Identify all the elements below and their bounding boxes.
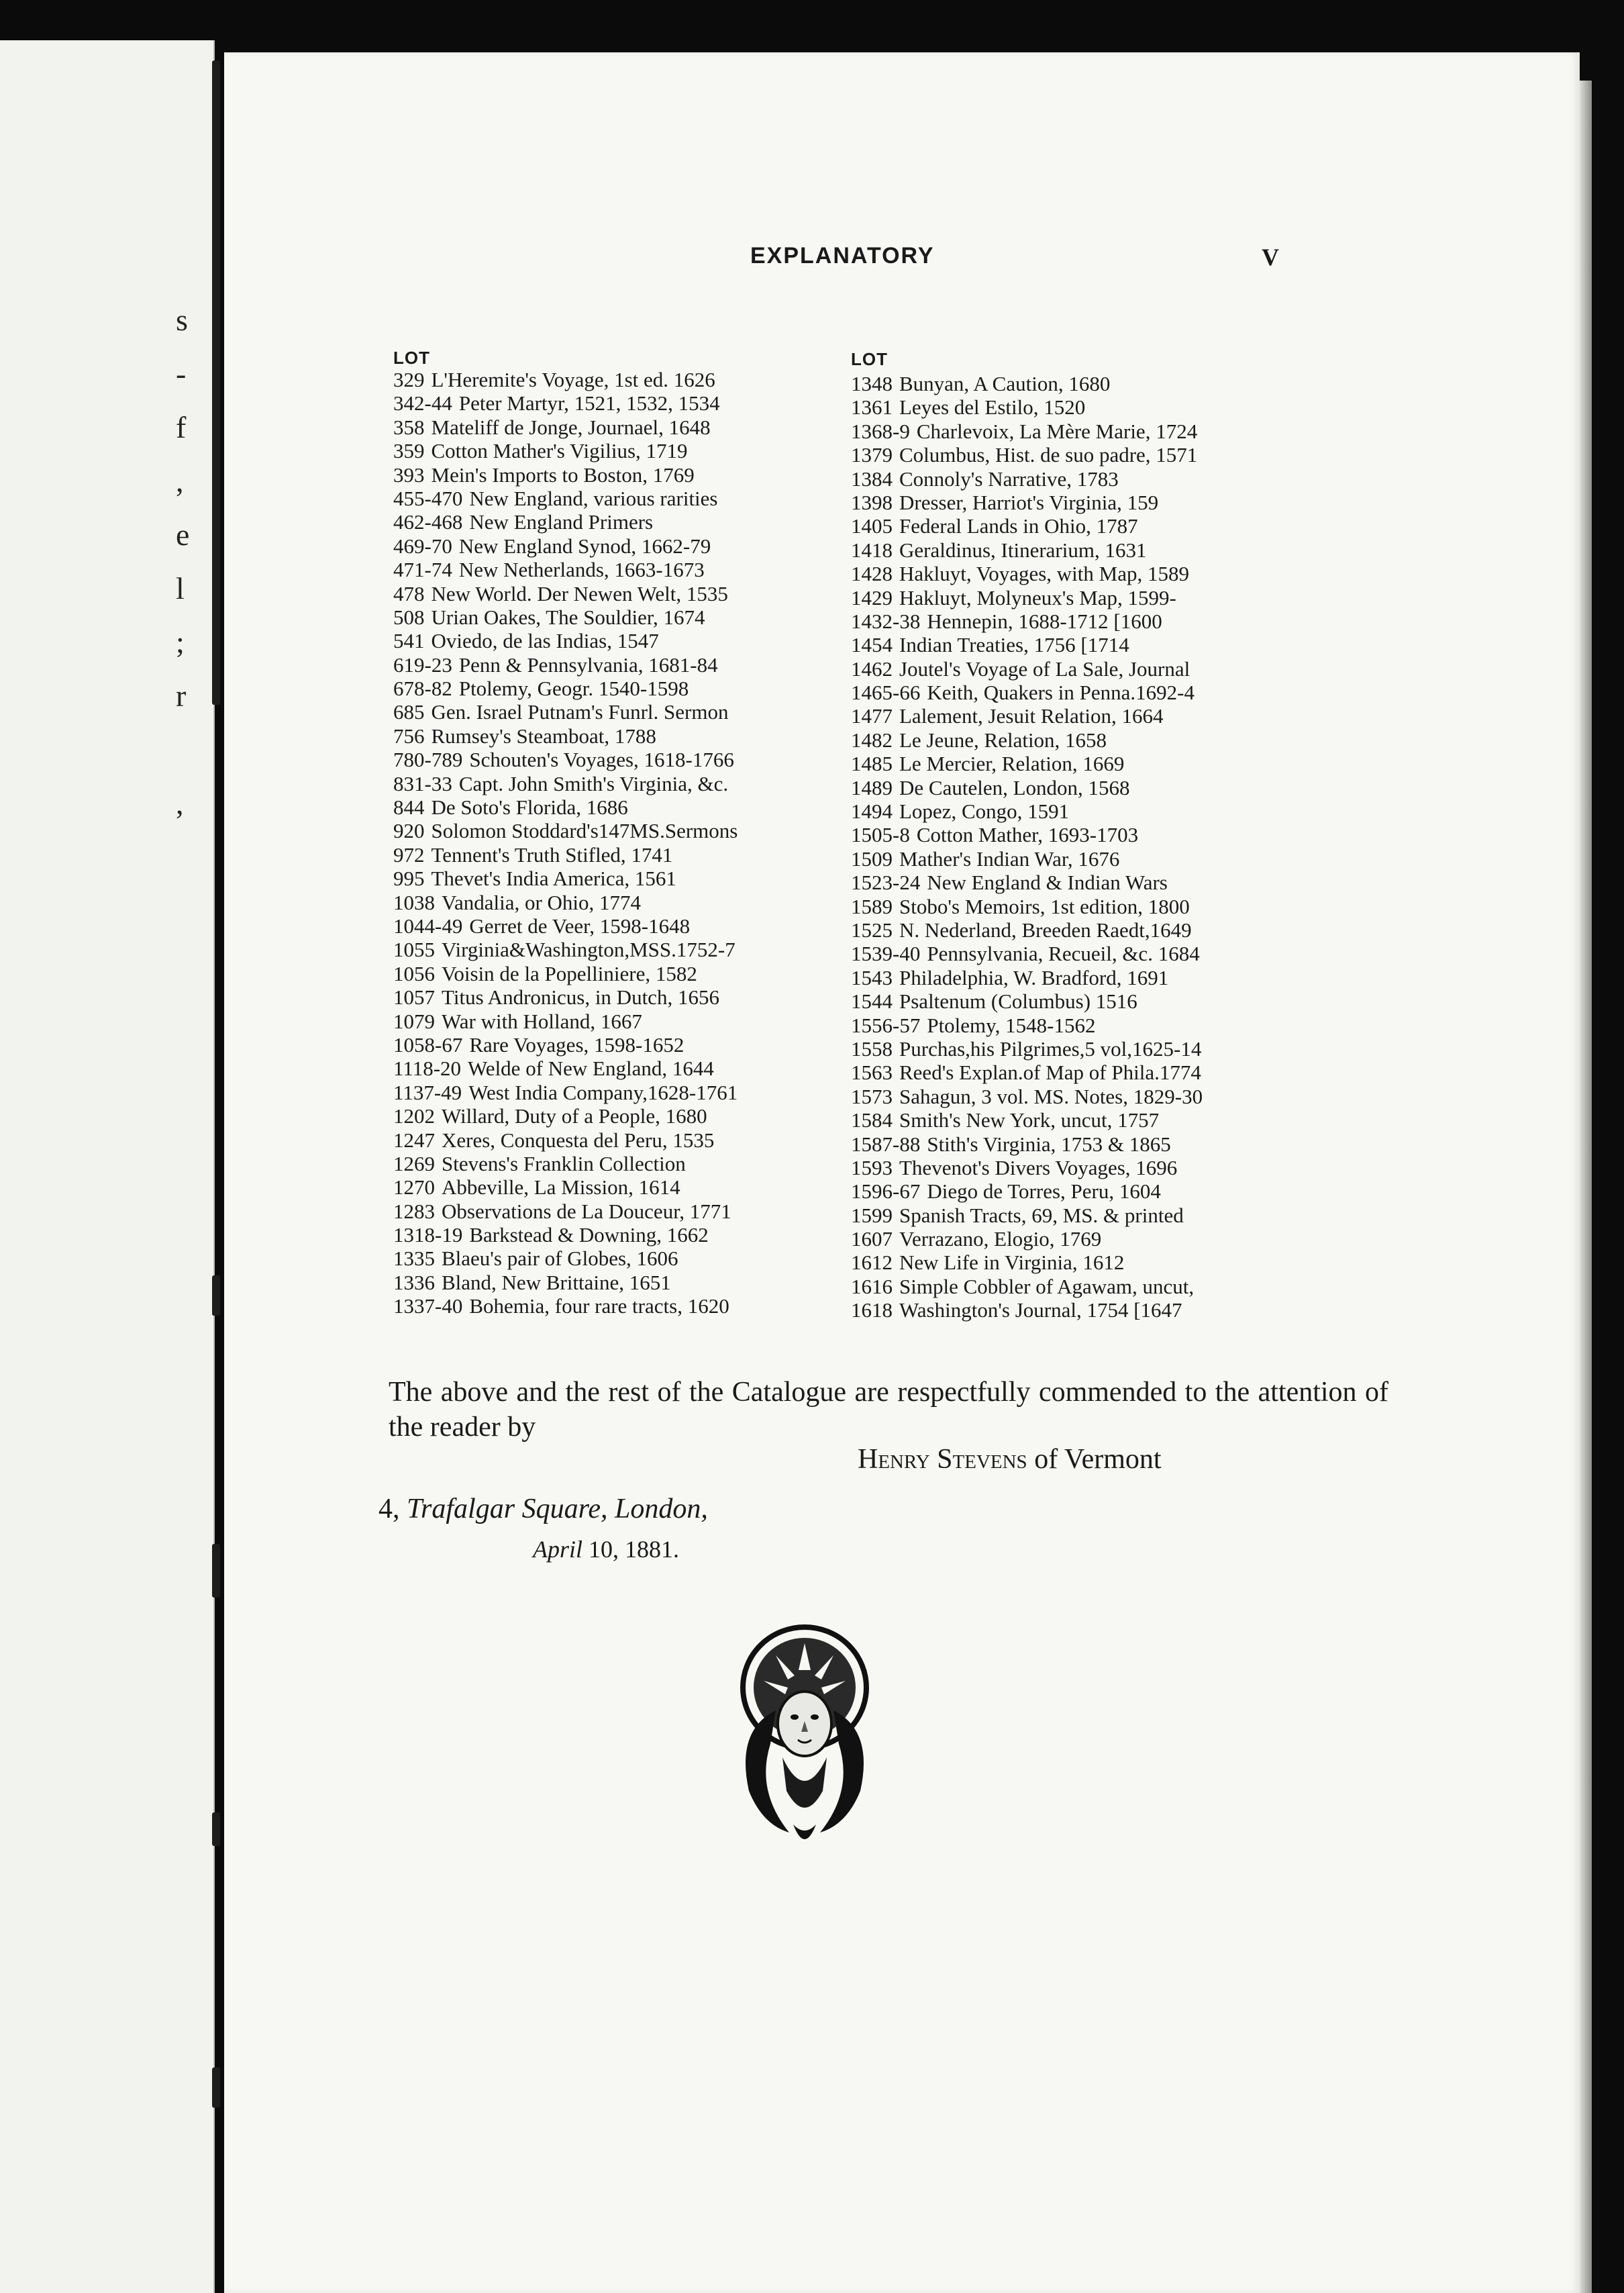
- lot-title: Penn & Pennsylvania, 1681-84: [458, 652, 718, 677]
- lot-entry: [393, 1271, 903, 1294]
- lot-title: Ptolemy, Geogr. 1540-1598: [458, 677, 689, 701]
- lot-number: 1428: [851, 562, 893, 586]
- lot-number: 1563: [851, 1061, 893, 1085]
- lot-number: 1044-49: [393, 914, 463, 938]
- lot-title: Gerret de Veer, 1598-1648: [469, 914, 691, 938]
- lot-entry: [851, 776, 1374, 799]
- lot-entry: [851, 895, 1374, 918]
- lot-title: Dresser, Harriot's Virginia, 159: [899, 490, 1159, 514]
- lot-number: 1543: [851, 965, 893, 989]
- signature: [858, 1443, 1162, 1475]
- lot-entry: [851, 514, 1374, 538]
- lot-number: 619-23: [393, 652, 452, 677]
- lot-number: 1368-9: [851, 419, 910, 443]
- closing-paragraph: The above and the rest of the Catalogue are respectfully commended to the attention of the reader by: [389, 1377, 1388, 1443]
- lot-title: Purchas,his Pilgrimes,5 vol,1625-14: [899, 1036, 1202, 1061]
- lot-title: New World. Der Newen Welt, 1535: [431, 581, 728, 605]
- lot-number: 1539-40: [851, 942, 921, 966]
- lot-entry: [393, 724, 903, 748]
- lot-title: Bunyan, A Caution, 1680: [899, 372, 1111, 395]
- lot-entry: [851, 1061, 1374, 1084]
- lot-number: 455-470: [393, 486, 463, 510]
- lot-number: 1118-20: [393, 1057, 462, 1081]
- lot-entry: [851, 467, 1374, 491]
- lot-entry: [851, 491, 1374, 514]
- lot-title: L'Heremite's Voyage, 1st ed. 1626: [431, 368, 715, 391]
- lot-title: Charlevoix, La Mère Marie, 1724: [916, 419, 1198, 443]
- lot-title: Rare Voyages, 1598-1652: [469, 1032, 684, 1057]
- lot-number: 471-74: [393, 558, 452, 582]
- lot-number: 1398: [851, 490, 893, 514]
- running-header: [224, 243, 1580, 277]
- lot-column-heading: LOT: [393, 348, 430, 368]
- binding-edge-mark: [212, 1812, 220, 1846]
- lot-title: Federal Lands in Ohio, 1787: [899, 514, 1138, 538]
- lot-number: 1056: [393, 961, 435, 985]
- lot-title: Geraldinus, Itinerarium, 1631: [899, 538, 1147, 562]
- lot-title: War with Holland, 1667: [442, 1009, 642, 1033]
- lot-entry: [393, 510, 903, 534]
- lot-title: Cotton Mather, 1693-1703: [916, 823, 1139, 847]
- lot-entry: [393, 1175, 903, 1199]
- lot-entry: [393, 938, 903, 961]
- lot-entry: [851, 681, 1374, 704]
- lot-entry: [393, 416, 903, 439]
- facing-page-letter: ;: [176, 625, 185, 659]
- lot-title: Simple Cobbler of Agawam, uncut,: [899, 1274, 1195, 1298]
- lot-entry: [851, 823, 1374, 846]
- lot-number: 685: [393, 700, 425, 724]
- lot-title: Barkstead & Downing, 1662: [469, 1223, 709, 1247]
- lot-entry: [851, 1298, 1374, 1322]
- lot-entry: [393, 439, 903, 462]
- lot-entry: [393, 1010, 903, 1033]
- lot-number: 358: [393, 415, 425, 439]
- lot-number: 1283: [393, 1199, 435, 1223]
- lot-title: Urian Oakes, The Souldier, 1674: [431, 605, 705, 629]
- lot-entry: [393, 1081, 903, 1104]
- lot-number: 508: [393, 605, 425, 629]
- lot-entry: [393, 962, 903, 985]
- lot-number: 1612: [851, 1251, 893, 1275]
- lot-title: Mateliff de Jonge, Journael, 1648: [431, 415, 711, 439]
- lot-title: Ptolemy, 1548-1562: [927, 1013, 1096, 1037]
- lot-number: 462-468: [393, 510, 463, 534]
- binding-edge: [212, 60, 220, 705]
- lot-title: N. Nederland, Breeden Raedt,1649: [899, 918, 1192, 942]
- lot-entry: [851, 420, 1374, 443]
- lot-number: 1462: [851, 656, 893, 681]
- page-number: V: [1262, 244, 1279, 271]
- lot-title: Thevenot's Divers Voyages, 1696: [899, 1155, 1178, 1179]
- lot-title: De Soto's Florida, 1686: [431, 795, 628, 820]
- lot-title: Mein's Imports to Boston, 1769: [431, 462, 695, 487]
- lot-number: 1137-49: [393, 1080, 462, 1104]
- lot-entry: [851, 633, 1374, 656]
- lot-entry: [851, 1132, 1374, 1156]
- lot-number: 1432-38: [851, 609, 921, 633]
- lot-number: 995: [393, 867, 425, 891]
- lot-entry: [393, 1057, 903, 1080]
- lot-title: Hennepin, 1688-1712 [1600: [927, 609, 1162, 633]
- lot-title: New England Primers: [469, 510, 654, 534]
- lot-title: Cotton Mather's Vigilius, 1719: [431, 439, 688, 463]
- address-block: [378, 1489, 708, 1569]
- page-title: EXPLANATORY: [750, 243, 935, 269]
- lot-number: 831-33: [393, 771, 452, 795]
- lot-entry: [393, 867, 903, 890]
- lot-number: 1038: [393, 890, 435, 914]
- signature-name: Henry Stevens: [858, 1444, 1027, 1475]
- cherub-ornament: [729, 1623, 880, 1854]
- lot-number: 1485: [851, 752, 893, 776]
- lot-entry: [393, 985, 903, 1009]
- lot-number: 1525: [851, 918, 893, 942]
- lot-title: Le Jeune, Relation, 1658: [899, 728, 1107, 752]
- lot-entry: [393, 748, 903, 771]
- lot-number: 1318-19: [393, 1223, 463, 1247]
- lot-entry: [393, 914, 903, 938]
- lot-entry: [851, 1108, 1374, 1132]
- lot-number: 780-789: [393, 748, 463, 772]
- lot-entry: [851, 752, 1374, 775]
- lot-title: Blaeu's pair of Globes, 1606: [442, 1247, 678, 1271]
- lot-title: Spanish Tracts, 69, MS. & printed: [899, 1203, 1184, 1227]
- lot-title: New Life in Virginia, 1612: [899, 1251, 1125, 1275]
- lot-title: Virginia&Washington,MSS.1752-7: [442, 938, 735, 962]
- lot-entry: [851, 1251, 1374, 1274]
- address-line: [378, 1489, 708, 1529]
- lot-entry: [851, 538, 1374, 562]
- lot-number: 1384: [851, 467, 893, 491]
- lot-number: 1587-88: [851, 1132, 921, 1156]
- lot-entry: [851, 1156, 1374, 1179]
- lot-entry: [393, 1152, 903, 1175]
- lot-number: 844: [393, 795, 425, 820]
- lot-number: 756: [393, 724, 425, 748]
- lot-number: 1058-67: [393, 1032, 463, 1057]
- lot-title: Diego de Torres, Peru, 1604: [927, 1179, 1161, 1204]
- lot-number: 1336: [393, 1270, 435, 1294]
- lot-number: 920: [393, 819, 425, 843]
- facing-page-letter: s: [176, 303, 188, 337]
- lot-entry: [393, 629, 903, 652]
- lot-title: Tennent's Truth Stifled, 1741: [431, 842, 673, 867]
- facing-page-letter: f: [176, 410, 187, 444]
- lot-number: 1599: [851, 1203, 893, 1227]
- lot-number: 1337-40: [393, 1294, 463, 1318]
- lot-title: Stevens's Franklin Collection: [442, 1151, 686, 1175]
- lot-entry: [393, 1104, 903, 1128]
- lot-number: 1454: [851, 633, 893, 657]
- lot-number: 1544: [851, 989, 893, 1014]
- lot-entry: [851, 657, 1374, 681]
- facing-page-fragment: [0, 40, 215, 2293]
- lot-entry: [851, 704, 1374, 728]
- lot-entry: [393, 891, 903, 914]
- facing-page-letter: ,: [176, 786, 184, 820]
- facing-page-letter: l: [176, 571, 185, 605]
- lot-number: 1379: [851, 443, 893, 467]
- lot-title: Rumsey's Steamboat, 1788: [431, 724, 656, 748]
- facing-page-letter: ,: [176, 464, 184, 498]
- lot-title: Connoly's Narrative, 1783: [899, 467, 1119, 491]
- lot-title: Hakluyt, Voyages, with Map, 1589: [899, 562, 1189, 586]
- lot-entry: [851, 847, 1374, 871]
- lot-number: 1429: [851, 585, 893, 609]
- lot-number: 1418: [851, 538, 893, 562]
- lot-title: Voisin de la Popelliniere, 1582: [442, 961, 697, 985]
- lot-number: 1361: [851, 395, 893, 420]
- lot-title: Schouten's Voyages, 1618-1766: [469, 748, 734, 772]
- lot-number: 1079: [393, 1009, 435, 1033]
- lot-entry: [851, 1014, 1374, 1037]
- lot-number: 1055: [393, 938, 435, 962]
- lot-number: 329: [393, 368, 425, 391]
- lot-number: 1558: [851, 1036, 893, 1061]
- facing-page-letter: r: [176, 679, 187, 713]
- lot-title: Gen. Israel Putnam's Funrl. Sermon: [431, 700, 729, 724]
- lot-title: New Netherlands, 1663-1673: [458, 558, 705, 582]
- lot-entry: [851, 395, 1374, 419]
- lot-title: Capt. John Smith's Virginia, &c.: [458, 771, 729, 795]
- lot-title: Le Mercier, Relation, 1669: [899, 752, 1125, 776]
- lot-entry: [393, 1294, 903, 1318]
- lot-entry: [851, 562, 1374, 585]
- lot-title: Indian Treaties, 1756 [1714: [899, 633, 1129, 657]
- lot-entry: [851, 1179, 1374, 1203]
- lot-number: 1247: [393, 1128, 435, 1152]
- lot-number: 1489: [851, 775, 893, 799]
- lot-entry: [393, 1247, 903, 1270]
- lot-entry: [393, 1128, 903, 1152]
- lot-entry: [393, 677, 903, 700]
- lot-entry: [393, 772, 903, 795]
- lot-list-right: [851, 348, 1374, 1322]
- lot-number: 678-82: [393, 677, 452, 701]
- lot-title: Hakluyt, Molyneux's Map, 1599-: [899, 585, 1176, 609]
- lot-title: Keith, Quakers in Penna.1692-4: [927, 681, 1195, 705]
- lot-number: 1523-24: [851, 871, 921, 895]
- lot-title: Lalement, Jesuit Relation, 1664: [899, 704, 1164, 728]
- lot-entry: [851, 871, 1374, 894]
- lot-number: 1556-57: [851, 1013, 921, 1037]
- lot-number: 1335: [393, 1247, 435, 1271]
- lot-entry: [851, 372, 1374, 395]
- lot-title: New England & Indian Wars: [927, 871, 1168, 895]
- lot-number: 1405: [851, 514, 893, 538]
- lot-number: 342-44: [393, 391, 452, 416]
- lot-entry: [851, 1085, 1374, 1108]
- lot-entry: [851, 728, 1374, 752]
- lot-number: 1596-67: [851, 1179, 921, 1204]
- lot-entry: [393, 1200, 903, 1223]
- catalogue-page: [224, 52, 1580, 2293]
- lot-entry: [851, 942, 1374, 965]
- lot-title: Bland, New Brittaine, 1651: [442, 1270, 671, 1294]
- lot-entry: [393, 1033, 903, 1057]
- lot-entry: [851, 1037, 1374, 1061]
- lot-number: 1584: [851, 1108, 893, 1132]
- facing-page-letter: e: [176, 518, 190, 552]
- lot-number: 1477: [851, 704, 893, 728]
- lot-title: Oviedo, de las Indias, 1547: [431, 629, 659, 653]
- lot-title: Abbeville, La Mission, 1614: [442, 1175, 680, 1200]
- lot-entry: [393, 843, 903, 867]
- lot-entry: [393, 558, 903, 581]
- lot-entry: [393, 795, 903, 819]
- lot-entry: [851, 799, 1374, 823]
- lot-title: De Cautelen, London, 1568: [899, 775, 1130, 799]
- lot-title: Peter Martyr, 1521, 1532, 1534: [458, 391, 720, 416]
- lot-title: New England, various rarities: [469, 486, 718, 510]
- lot-number: 1618: [851, 1298, 893, 1322]
- lot-number: 478: [393, 581, 425, 605]
- page-edge-shadow: [1580, 81, 1592, 2293]
- lot-entry: [851, 966, 1374, 989]
- lot-entry: [393, 605, 903, 629]
- lot-title: Sahagun, 3 vol. MS. Notes, 1829-30: [899, 1084, 1203, 1108]
- lot-title: Joutel's Voyage of La Sale, Journal: [899, 656, 1190, 681]
- lot-number: 1348: [851, 372, 893, 395]
- signature-place: of Vermont: [1027, 1444, 1162, 1475]
- facing-page-letter: -: [176, 356, 187, 391]
- lot-number: 972: [393, 842, 425, 867]
- lot-entry: [851, 1275, 1374, 1298]
- address-number: 4,: [378, 1494, 407, 1524]
- binding-edge-mark: [212, 2067, 220, 2108]
- lot-entry: [393, 582, 903, 605]
- lot-title: Psaltenum (Columbus) 1516: [899, 989, 1137, 1014]
- lot-number: 1482: [851, 728, 893, 752]
- lot-number: 1505-8: [851, 823, 910, 847]
- lot-title: Stith's Virginia, 1753 & 1865: [927, 1132, 1171, 1156]
- lot-entry: [393, 1223, 903, 1247]
- lot-title: Reed's Explan.of Map of Phila.1774: [899, 1061, 1201, 1085]
- lot-title: Mather's Indian War, 1676: [899, 846, 1120, 871]
- lot-title: Titus Andronicus, in Dutch, 1656: [442, 985, 719, 1010]
- lot-entry: [393, 653, 903, 677]
- lot-column-heading: LOT: [851, 349, 888, 369]
- lot-number: 1589: [851, 894, 893, 918]
- lot-title: Bohemia, four rare tracts, 1620: [469, 1294, 729, 1318]
- lot-title: Vandalia, or Ohio, 1774: [442, 890, 642, 914]
- lot-number: 393: [393, 462, 425, 487]
- lot-number: 469-70: [393, 534, 452, 558]
- lot-entry: [851, 918, 1374, 942]
- lot-number: 359: [393, 439, 425, 463]
- lot-title: Solomon Stoddard's147MS.Sermons: [431, 819, 738, 843]
- lot-title: Xeres, Conquesta del Peru, 1535: [442, 1128, 715, 1152]
- lot-entry: [851, 989, 1374, 1013]
- lot-entry: [851, 609, 1374, 633]
- lot-number: 1573: [851, 1084, 893, 1108]
- lot-number: 1593: [851, 1155, 893, 1179]
- lot-entry: [393, 487, 903, 510]
- lot-number: 1270: [393, 1175, 435, 1200]
- address-street: Trafalgar Square, London,: [407, 1494, 708, 1524]
- lot-entry: [393, 391, 903, 415]
- lot-title: Leyes del Estilo, 1520: [899, 395, 1086, 420]
- lot-title: Columbus, Hist. de suo padre, 1571: [899, 443, 1198, 467]
- address-date: April 10, 1881.: [533, 1536, 680, 1563]
- lot-list-left: [393, 348, 903, 1318]
- lot-title: Willard, Duty of a People, 1680: [442, 1104, 707, 1128]
- lot-title: Washington's Journal, 1754 [1647: [899, 1298, 1182, 1322]
- lot-number: 541: [393, 629, 425, 653]
- lot-number: 1269: [393, 1151, 435, 1175]
- lot-entry: [851, 586, 1374, 609]
- lot-entry: [393, 463, 903, 487]
- lot-title: Stobo's Memoirs, 1st edition, 1800: [899, 894, 1190, 918]
- lot-number: 1057: [393, 985, 435, 1010]
- lot-entry: [393, 700, 903, 724]
- lot-title: Smith's New York, uncut, 1757: [899, 1108, 1160, 1132]
- lot-title: Thevet's India America, 1561: [431, 867, 676, 891]
- lot-number: 1465-66: [851, 681, 921, 705]
- lot-number: 1607: [851, 1227, 893, 1251]
- lot-entry: [393, 534, 903, 558]
- binding-edge-mark: [212, 1275, 220, 1316]
- lot-entry: [851, 1227, 1374, 1251]
- lot-title: Pennsylvania, Recueil, &c. 1684: [927, 942, 1200, 966]
- binding-edge-mark: [212, 1544, 220, 1598]
- lot-title: Observations de La Douceur, 1771: [442, 1199, 731, 1223]
- lot-title: Philadelphia, W. Bradford, 1691: [899, 965, 1169, 989]
- lot-number: 1202: [393, 1104, 435, 1128]
- lot-title: Welde of New England, 1644: [468, 1057, 714, 1081]
- lot-entry: [851, 443, 1374, 467]
- lot-entry: [393, 819, 903, 842]
- lot-number: 1616: [851, 1274, 893, 1298]
- lot-title: West India Company,1628-1761: [468, 1080, 738, 1104]
- lot-title: New England Synod, 1662-79: [458, 534, 711, 558]
- lot-entry: [851, 1204, 1374, 1227]
- lot-entry: [393, 368, 903, 391]
- lot-title: Lopez, Congo, 1591: [899, 799, 1070, 824]
- lot-number: 1509: [851, 846, 893, 871]
- lot-number: 1494: [851, 799, 893, 824]
- lot-title: Verrazano, Elogio, 1769: [899, 1227, 1102, 1251]
